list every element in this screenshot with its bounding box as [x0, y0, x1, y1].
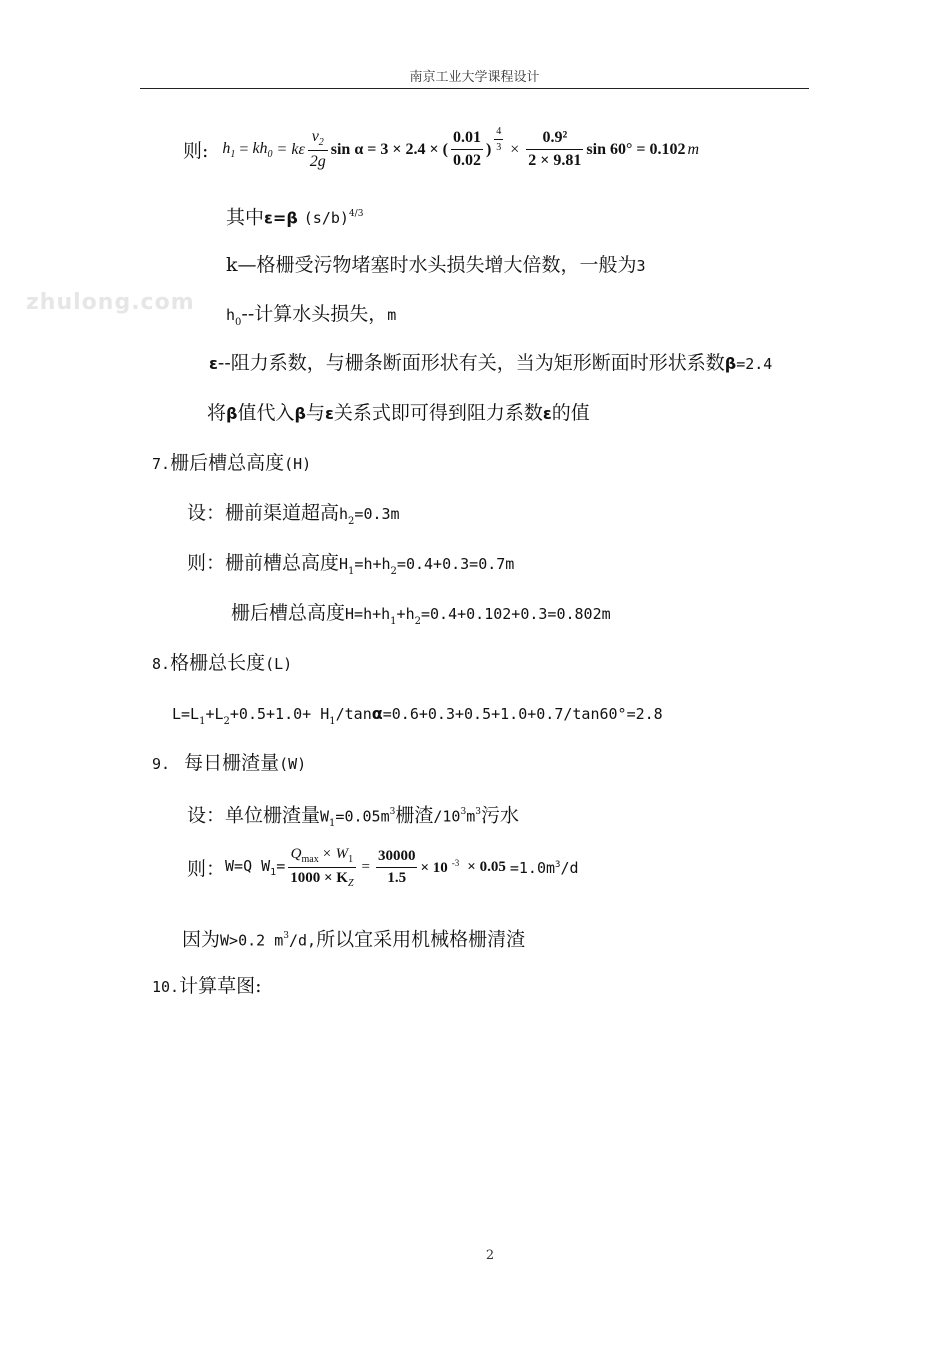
eq-w-frac-symbolic: $\frac{Q_{max} \times W_1}{1000 \times K_Z}$ [290, 846, 354, 889]
text-epsilon-resistance: ε--阻力系数，与栅条断面形状有关，当为矩形断面时形状系数β=2.4 [209, 352, 773, 374]
eq-w-result: $=1.0m^3/d$ [509, 858, 579, 877]
text-epsilon-definition: 其中ε=β $(s/b)^{4/3}$ [226, 206, 364, 229]
text-k-definition: k—格栅受污物堵塞时水头损失增大倍数，一般为3 [226, 254, 646, 276]
equation-daily-screenings [187, 846, 579, 889]
page-number: 2 [485, 1248, 495, 1263]
eq-kh0: $kh_0$ [252, 139, 273, 160]
text-freeboard: 设：栅前渠道超高$h_2=0.3m$ [187, 502, 400, 527]
eq-frac-v2-2g: $\frac{v_2}{2g}$ [309, 128, 326, 171]
text-beta-substitution: 将β值代入β与ε关系式即可得到阻力系数ε的值 [207, 402, 590, 424]
eq-keps: = kε [276, 140, 305, 158]
text-h0-definition: $h_0--$计算水头损失，m [226, 303, 397, 328]
text-conclusion: 因为W>0.2 $m^3/d$,所以宜采用机械格栅清渣 [182, 928, 526, 951]
text-unit-screenings: 设：单位栅渣量$W_1=0.05m^3$栅渣$/10^3m^3$污水 [187, 804, 519, 830]
eq-times: × [510, 140, 520, 158]
eq-w-lead: 则： [187, 858, 226, 880]
eq-sin-alpha: sin α = 3 × 2.4 × ( [330, 140, 448, 158]
equation-head-loss [183, 128, 699, 171]
eq-unit: m [687, 140, 700, 158]
text-front-channel-height: 则：栅前槽总高度$H_1=h+h_2=0.4+0.3=0.7m$ [187, 552, 515, 577]
eq-w-factor: × 0.05 [467, 859, 506, 875]
eq-frac-velocity: $\frac{\text{0.9²}}{2 \times 9.81}$ [528, 129, 582, 170]
section-8-heading: 8.格栅总长度(L) [152, 652, 293, 674]
eq-equals: = [239, 140, 249, 158]
section-7-heading: 7.栅后槽总高度(H) [152, 452, 312, 474]
section-10-heading: 10.计算草图: [152, 975, 262, 997]
eq-h1: $h_1$ [222, 139, 236, 160]
eq-result: sin 60° = 0.102 [586, 140, 686, 158]
watermark: zhulong.com [26, 290, 195, 315]
eq-exponent: $\frac{4}{3}$ [496, 126, 502, 154]
header-rule [140, 88, 809, 89]
eq-w-ten-power: × 10 $^{-3}$ [420, 858, 460, 876]
eq-w-lhs: W=Q $W_1=$ [225, 857, 286, 878]
text-total-length: $L=L_1+L_2+0.5+1.0+ H_1/\tan\alpha=0.6+0.3+0.5+1.0+0.7/\tan 60^\circ=2.8$ [172, 704, 663, 727]
section-9-heading: 9. 每日栅渣量(W) [152, 752, 307, 774]
text-rear-channel-height: 栅后槽总高度$H=h+h_1+h_2=0.4+0.102+0.3=0.802m$ [231, 602, 611, 627]
eq-frac-ratio: $\frac{0.01}{0.02}$ [452, 129, 481, 170]
page-header: 南京工业大学课程设计 [409, 70, 540, 85]
eq-w-frac-numeric: $\frac{30000}{1.5}$ [377, 848, 416, 886]
eq-w-equals: = [361, 859, 370, 875]
eq-paren: ) [485, 140, 492, 158]
equation-lead: 则: [183, 140, 209, 163]
